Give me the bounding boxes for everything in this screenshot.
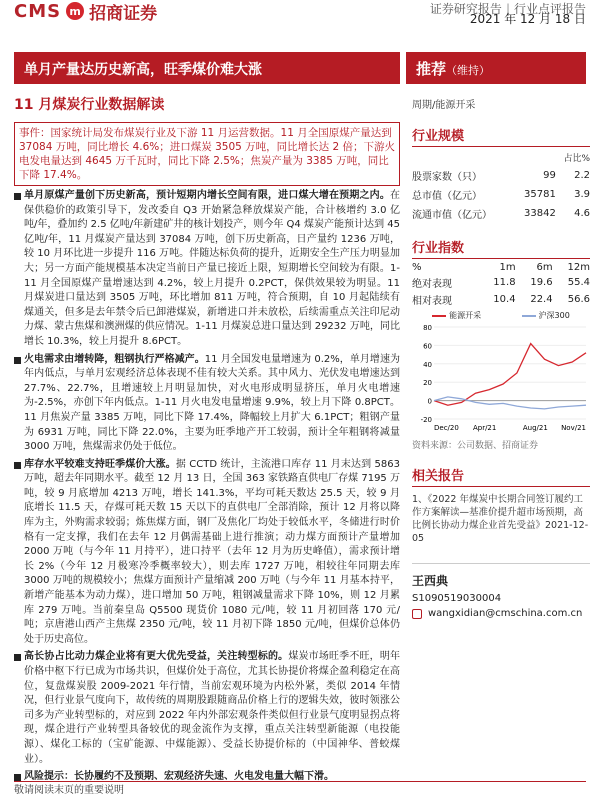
table-row: 总市值（亿元） 35781 3.9	[412, 189, 590, 202]
y-tick-label: 20	[423, 379, 432, 388]
chart-source: 资料来源：公司数据、招商证券	[412, 441, 539, 451]
industry-label: 周期/能源开采	[412, 100, 476, 111]
bullet-lead: 高长协占比动力煤企业将有更大优先受益，关注转型标的。	[24, 651, 289, 663]
author-block	[412, 563, 590, 619]
y-tick-label: 0	[427, 397, 432, 406]
author-email[interactable]: wangxidian@cmschina.com.cn	[428, 608, 583, 619]
mail-icon	[412, 609, 422, 619]
series-line-0	[434, 344, 586, 406]
rating-keep: （维持）	[446, 64, 491, 77]
scale-table	[412, 149, 590, 223]
table-row: 股票家数（只） 99 2.2	[412, 170, 590, 183]
legend-item: 能源开采	[432, 310, 481, 321]
bullet-item	[14, 353, 400, 455]
side-column	[412, 90, 590, 619]
logo-text-cn: 招商证券	[89, 3, 158, 24]
logo-badge-icon: m	[66, 2, 84, 20]
bullet-lead: 单月原煤产量创下历史新高，预计短期内增长空间有限，进口煤大增在预期之内。	[24, 190, 390, 201]
bullet-list	[14, 189, 400, 785]
logo-text-en: CMS	[14, 0, 62, 22]
y-tick-label: 80	[423, 324, 432, 332]
legend-item: 沪深300	[522, 310, 570, 321]
bullet-item	[14, 650, 400, 767]
related-heading: 相关报告	[412, 465, 590, 487]
bullet-square-icon	[14, 462, 21, 469]
chart-legend	[412, 310, 590, 321]
bullet-lead: 火电需求由增转降，粗钢执行严格减产。	[24, 353, 205, 365]
event-summary: 事件：国家统计局发布煤炭行业及下游 11 月运营数据。11 月全国原煤产量达到 37084 万吨，同比增长 4.6%；进口煤炭 3505 万吨，同比增长达 2 倍；下游火电发电量达到 4645 万千瓦时，同比下降 2.5%；焦炭产量为 3385 万吨，同比下降 17.4%。	[14, 122, 400, 186]
x-tick-label: Nov/21	[561, 424, 586, 432]
footer-note: 敬请阅读末页的重要说明	[14, 785, 124, 796]
main-column	[14, 90, 400, 785]
bullet-lead: 风险提示：长协履约不及预期、宏观经济失速、火电发电量大幅下滑。	[24, 771, 334, 783]
author-name: 王西典	[412, 574, 449, 588]
y-tick-label: -20	[420, 416, 432, 424]
bullet-square-icon	[14, 357, 21, 364]
report-date: 2021 年 12 月 18 日	[469, 12, 586, 26]
index-chart-svg	[412, 323, 590, 433]
author-id: S1090519030004	[412, 593, 502, 604]
rating-label: 推荐	[416, 60, 447, 78]
x-tick-label: Apr/21	[472, 424, 497, 432]
related-report: 1、《2022 年煤炭中长期合同签订履约工作方案解读—基准价提升超市场预期，高比例长协动力煤企业首先受益》2021-12-05	[412, 494, 589, 544]
y-tick-label: 60	[423, 342, 432, 351]
report-subtitle: 11 月煤炭行业数据解读	[14, 97, 165, 113]
bullet-item	[14, 189, 400, 350]
rating-banner	[406, 52, 586, 84]
bullet-square-icon	[14, 193, 21, 200]
bullet-body: 据 CCTD 统计，主流港口库存 11 月末达到 5863 万吨，超去年同期水平。截至 12 月 13 日，全国 363 家铁路直供电厂存煤 7195 万吨，较 9 月底增加 4213 万吨，增长 141.3%，平均可耗天数达 25.5 天，较 9 月底增长 11.5 天，存煤可耗天数 15 天以下的直供电厂全部消除，预计 12 月将以降库为主，外购需求较弱；炼焦煤方面，钢厂及焦化厂均处于较低水平，冬储进行时价格有一定支撑，我们在去年 12 月偶需基础上进行推演；动力煤方面预计产量增加 2000 万吨（与今年 11 月持平），进口持平（去年 12 月为历史峰值），需求预计增长 2%（今年 12 月极寒冷季概率较大），则去库 1727 万吨，相较往年同期去库 3000 万吨的规模较小；焦煤方面预计产量缩减 200 万吨（与今年 11 月基本持平，新增产能基本为动力煤），进口增加 50 万吨，粗钢减量需求下降 10%，则 12 月累库 279 万吨。当前秦皇岛 Q5500 现货价 1080 元/吨，较 11 月初回落 170 元/吨；京唐港山西产主焦煤 2350 元/吨，较 11 月初下降 1850 元/吨，但煤价总体仍处于历史高位。	[24, 458, 401, 645]
bullet-square-icon	[14, 654, 21, 661]
x-tick-label: Aug/21	[522, 424, 548, 432]
perf-table: % 1m 6m 12m 绝对表现 11.8 19.6 55.4 相对表现 10.4 22.4 56.6	[412, 262, 590, 307]
page-header	[0, 0, 600, 52]
company-logo	[14, 0, 157, 22]
bullet-body: 在保供稳价的政策引导下，发改委自 Q3 开始紧急释放煤炭产能，合计核增约 3.0 亿吨/年，叠加约 2.5 亿吨/年新建矿井的核计划投产，则今年 Q4 煤炭产能预计达到 45 亿吨/年，11 月煤炭产量达到 37084 万吨，创下历史新高，日产量约 1236 万吨，较 10 月环比进一步提升 116 万吨。伴随达标负荷的提升，近期安全生产压力明显加大；另一方面产能规模基本决定当前日产量已接近上限，短期增长空间较为有限。1-11 月全国原煤产量增速达到 4.2%，较上月提升 0.2PCT，保供效果较为明显。11 月煤炭进口量达到 3505 万吨，环比增加 811 万吨，符合预期，自 10 月起陆续有煤通关，但多是去年禁令后已卸港煤炭，新增进口并未放松，后续需重点关注印尼动力煤、蒙古焦煤和澳洲煤的供应情况。1-11 月煤炭总进口量达到 29232 万吨，同比增长 10.3%，较上月提升 8.6PCT。	[24, 190, 400, 347]
bullet-body: 11 月全国发电量增速为 0.2%，单月增速为年内低点，与单月宏观经济总体表现不佳有较大关系。其中风力、光伏发电增速达到 27.7%、22.7%，且增速较上月明显加快，对火电形成明显挤压，单月火电增速为-2.5%，亦创下年内低点。1-11 月火电发电量增速 9.9%，较上月下降 0.8PCT。11 月焦炭产量 3385 万吨，同比下降 17.4%，降幅较上月扩大 6.1PCT；粗钢产量为 6931 万吨，同比下降 22.0%，主要为旺季地产开工较弱，预计全年粗钢将减量 3000 万吨，焦煤需求仍处于低位。	[24, 353, 400, 453]
bullet-body: 煤炭市场旺季不旺，明年价格中枢下行已成为市场共识，但煤价处于高位，尤其长协提价将煤企盈利稳定在高位，复盘煤炭股 2009-2021 年行情，当前宏观环境为内松外紧，类似 2014 年情况，但行业景气度向下，故传统的周期股跟随商品价格上行的逻辑失效，彼时领涨公司多为产业转型标的，对应到 2022 年内外部宏观条件类似但行业景气度明显拐点将现，煤企进行产业转型具备较优的现金流作为支撑，重点关注转型新能源（电投能源）、煤化工标的（宝矿能源、中煤能源）、受益长协提价标的（中国神华、普蛟煤业）。	[24, 651, 401, 765]
x-tick-label: Dec/20	[434, 424, 459, 432]
scale-unit: 占比%	[563, 154, 590, 164]
report-title-banner: 单月产量达历史新高，旺季煤价难大涨	[14, 52, 400, 84]
table-row: 流通市值（亿元） 33842 4.6	[412, 208, 590, 221]
table-row: 绝对表现 11.8 19.6 55.4	[412, 277, 590, 290]
table-row: 相对表现 10.4 22.4 56.6	[412, 294, 590, 307]
perf-heading: 行业指数	[412, 237, 590, 259]
bullet-lead: 库存水平较难支持旺季煤价大涨。	[24, 458, 176, 470]
scale-heading: 行业规模	[412, 125, 590, 147]
y-tick-label: 40	[423, 360, 432, 369]
report-type: 证券研究报告 | 行业点评报告	[429, 2, 586, 16]
bullet-item	[14, 458, 400, 648]
index-chart	[412, 323, 590, 437]
